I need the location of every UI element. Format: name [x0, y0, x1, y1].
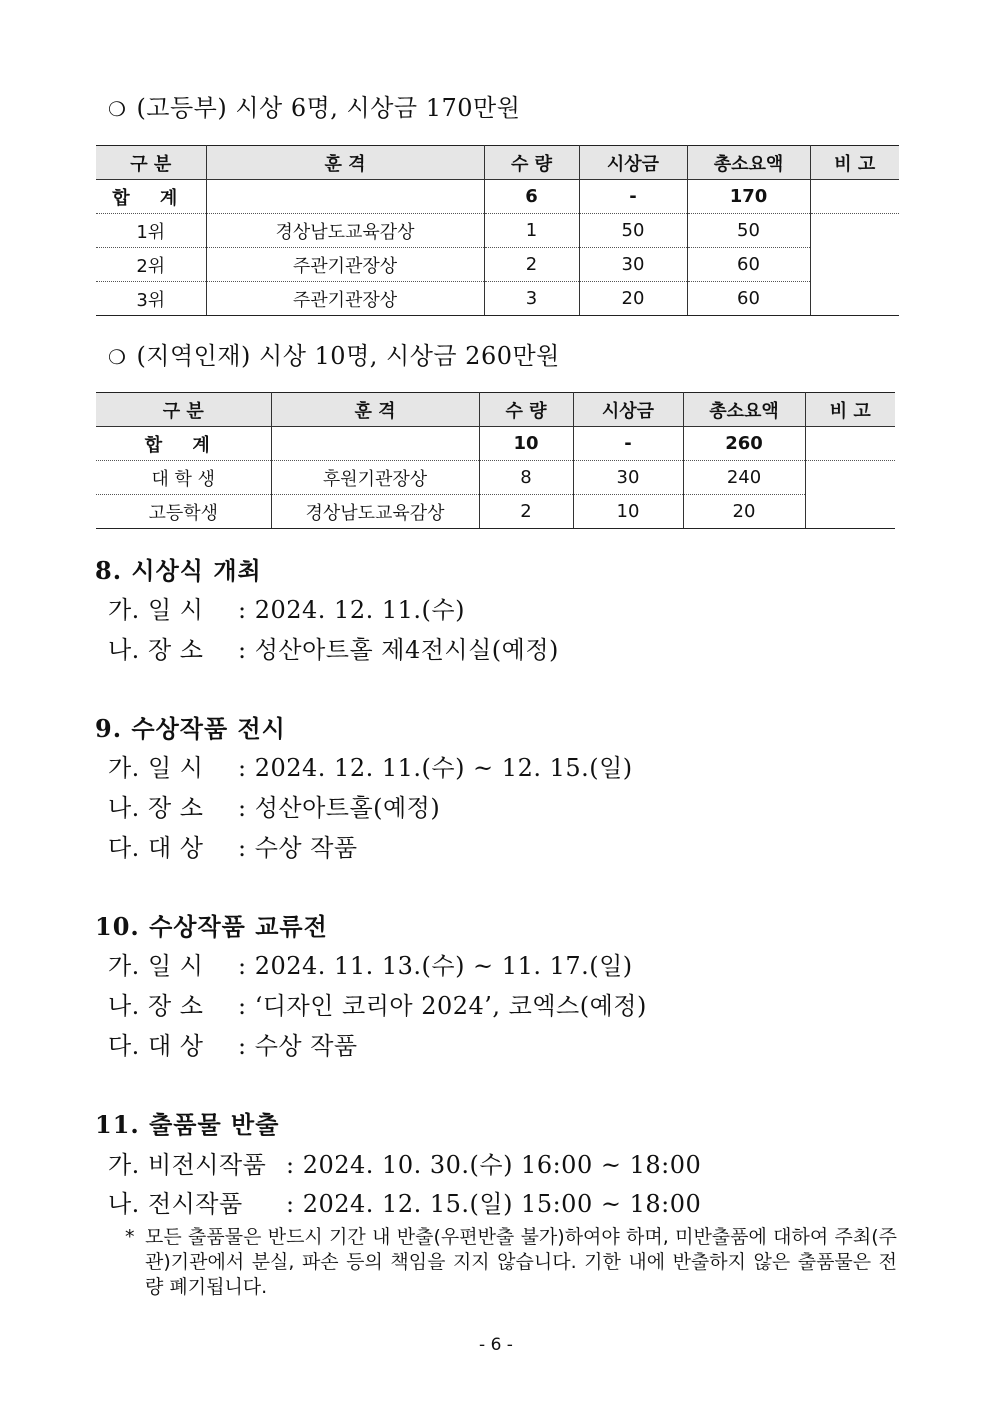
section-8-title: 8. 시상식 개최: [95, 556, 262, 585]
note-cell: [810, 180, 899, 214]
col-header: 시상금: [579, 146, 687, 180]
col-header: 수 량: [484, 146, 579, 180]
page-number: - 6 -: [479, 1335, 513, 1355]
high-school-heading: ❍ (고등부) 시상 6명, 시상금 170만원: [108, 94, 521, 122]
table-header-row: [96, 146, 899, 180]
table-total-row: 합 계 10 - 260: [96, 427, 895, 461]
sec8-item-place: 나. 장 소 : 성산아트홀 제4전시실(예정): [108, 636, 559, 664]
col-header: 구 분: [96, 393, 271, 427]
col-header: 비 고: [810, 146, 899, 180]
return-notice: * 모든 출품물은 반드시 기간 내 반출(우편반출 불가)하여야 하며, 미반출품에 대하여 주최(주관)기관에서 분실, 파손 등의 책임을 지지 않습니다. 기한 내에 반출하지 않은 출품물은 전량 폐기됩니다.: [125, 1226, 897, 1298]
col-header: 훈 격: [271, 393, 479, 427]
col-header: 총소요액: [687, 146, 810, 180]
section-9-title: 9. 수상작품 전시: [95, 714, 286, 743]
col-header: 총소요액: [683, 393, 805, 427]
sec11-item-exhibit: 나. 전시작품 : 2024. 12. 15.(일) 15:00 ~ 18:00: [108, 1190, 702, 1218]
sec10-item-date: 가. 일 시 : 2024. 11. 13.(수) ~ 11. 17.(일): [108, 952, 633, 980]
section-10-title: 10. 수상작품 교류전: [95, 912, 328, 941]
table-row: 3위 주관기관장상 3 20 60: [96, 282, 899, 316]
table-row: 1위 경상남도교육감상 1 50 50: [96, 214, 899, 248]
table-row: 2위 주관기관장상 2 30 60: [96, 248, 899, 282]
table-header-row: [96, 393, 895, 427]
col-header: 비 고: [805, 393, 895, 427]
table-row: 대 학 생 후원기관장상 8 30 240: [96, 461, 895, 495]
sec9-item-place: 나. 장 소 : 성산아트홀(예정): [108, 794, 441, 822]
note-cell: [805, 461, 895, 529]
note-cell: [805, 427, 895, 461]
sec9-item-date: 가. 일 시 : 2024. 12. 11.(수) ~ 12. 15.(일): [108, 754, 633, 782]
regional-award-table: [96, 392, 895, 529]
regional-heading: ❍ (지역인재) 시상 10명, 시상금 260만원: [108, 342, 560, 370]
sec10-item-place: 나. 장 소 : ‘디자인 코리아 2024’, 코엑스(예정): [108, 992, 647, 1020]
table-total-row: 합 계 6 - 170: [96, 180, 899, 214]
sec9-item-target: 다. 대 상 : 수상 작품: [108, 834, 358, 862]
section-11-title: 11. 출품물 반출: [95, 1110, 280, 1139]
sec8-item-date: 가. 일 시 : 2024. 12. 11.(수): [108, 596, 465, 624]
col-header: 시상금: [573, 393, 683, 427]
high-school-award-table: [96, 145, 899, 316]
table-row: 고등학생 경상남도교육감상 2 10 20: [96, 495, 895, 529]
circle-bullet-icon: ❍: [108, 97, 127, 121]
note-cell: [810, 214, 899, 316]
sec10-item-target: 다. 대 상 : 수상 작품: [108, 1032, 358, 1060]
sec11-item-non-exhibit: 가. 비전시작품 : 2024. 10. 30.(수) 16:00 ~ 18:00: [108, 1151, 702, 1179]
asterisk-mark: *: [125, 1226, 135, 1248]
col-header: 훈 격: [206, 146, 484, 180]
circle-bullet-icon: ❍: [108, 345, 127, 369]
col-header: 구 분: [96, 146, 206, 180]
col-header: 수 량: [479, 393, 573, 427]
